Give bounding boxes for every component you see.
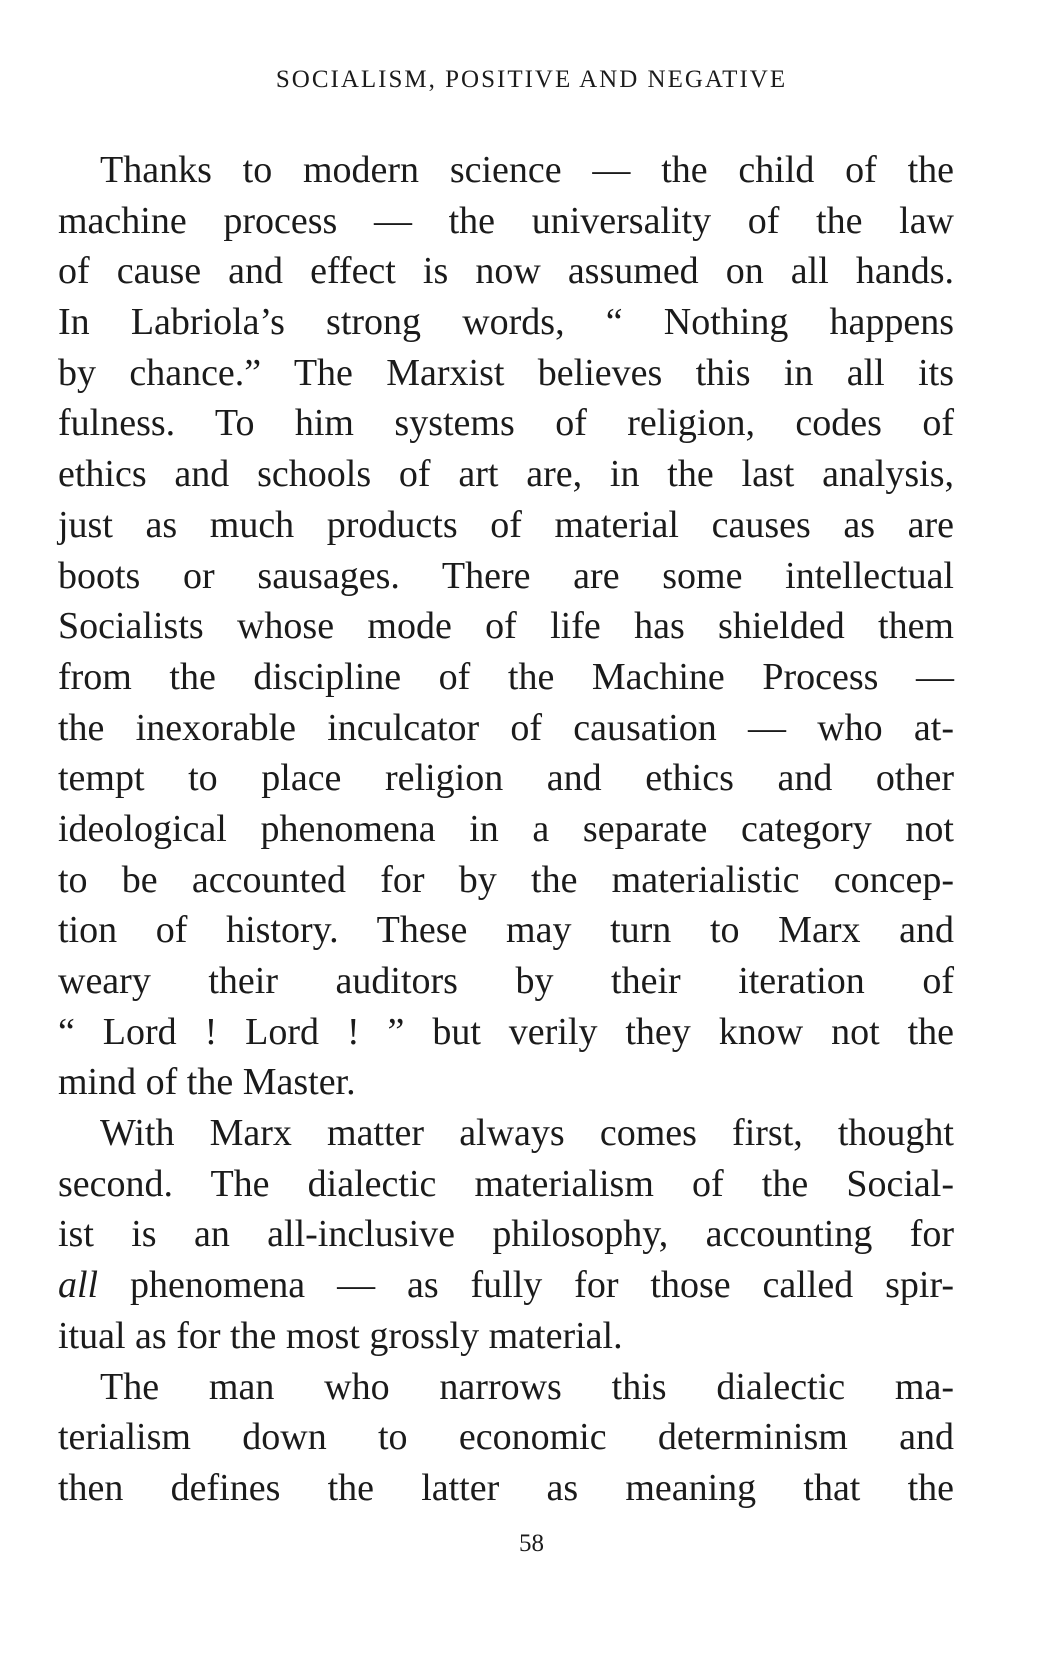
text-line: ideological phenomena in a separate category not bbox=[58, 807, 954, 850]
text-line: tempt to place religion and ethics and other bbox=[58, 757, 954, 800]
text-line: Socialists whose mode of life has shielded them bbox=[58, 605, 954, 648]
text-line: “ Lord ! Lord ! ” but verily they know not the bbox=[58, 1010, 954, 1053]
text-line: mind of the Master. bbox=[58, 1061, 356, 1104]
text-line: boots or sausages. There are some intellectual bbox=[58, 554, 954, 597]
text-line: The man who narrows this dialectic ma- bbox=[100, 1365, 954, 1408]
page-number: 58 bbox=[519, 1530, 544, 1557]
text-line: terialism down to economic determinism and bbox=[58, 1416, 954, 1459]
text-line: tion of history. These may turn to Marx and bbox=[58, 909, 954, 952]
paragraph-1 bbox=[58, 145, 954, 1108]
text-line: just as much products of material causes as are bbox=[58, 503, 954, 546]
italic-word: all bbox=[58, 1264, 99, 1307]
body-text bbox=[58, 145, 954, 1514]
text-line: In Labriola’s strong words, “ Nothing happens bbox=[58, 301, 954, 344]
text-line-with-italic bbox=[58, 1260, 954, 1311]
text-line: by chance.” The Marxist believes this in all its bbox=[58, 351, 954, 394]
text-line: weary their auditors by their iteration of bbox=[58, 960, 954, 1002]
text-line: machine process — the universality of the law bbox=[58, 199, 954, 242]
text-line: Thanks to modern science — the child of the bbox=[100, 149, 954, 191]
text-line: ist is an all-inclusive philosophy, accounting for bbox=[58, 1213, 954, 1256]
text-line: of cause and effect is now assumed on all hands. bbox=[58, 250, 954, 293]
text-line: from the discipline of the Machine Process — bbox=[58, 655, 954, 698]
text-span: phenomena — as fully for those called spir- bbox=[98, 1264, 954, 1307]
text-line: to be accounted for by the materialistic concep- bbox=[58, 858, 954, 901]
text-line: itual as for the most grossly material. bbox=[58, 1314, 623, 1357]
text-line: fulness. To him systems of religion, codes of bbox=[58, 402, 954, 445]
paragraph-3 bbox=[58, 1362, 954, 1514]
running-head: SOCIALISM, POSITIVE AND NEGATIVE bbox=[275, 66, 788, 93]
text-line: With Marx matter always comes first, thought bbox=[100, 1112, 954, 1155]
text-line: ethics and schools of art are, in the last analysis, bbox=[58, 453, 954, 496]
text-line: second. The dialectic materialism of the Social- bbox=[58, 1162, 954, 1205]
paragraph-2 bbox=[58, 1108, 954, 1361]
text-line: then defines the latter as meaning that the bbox=[58, 1466, 954, 1509]
text-line: the inexorable inculcator of causation — who at- bbox=[58, 706, 954, 749]
